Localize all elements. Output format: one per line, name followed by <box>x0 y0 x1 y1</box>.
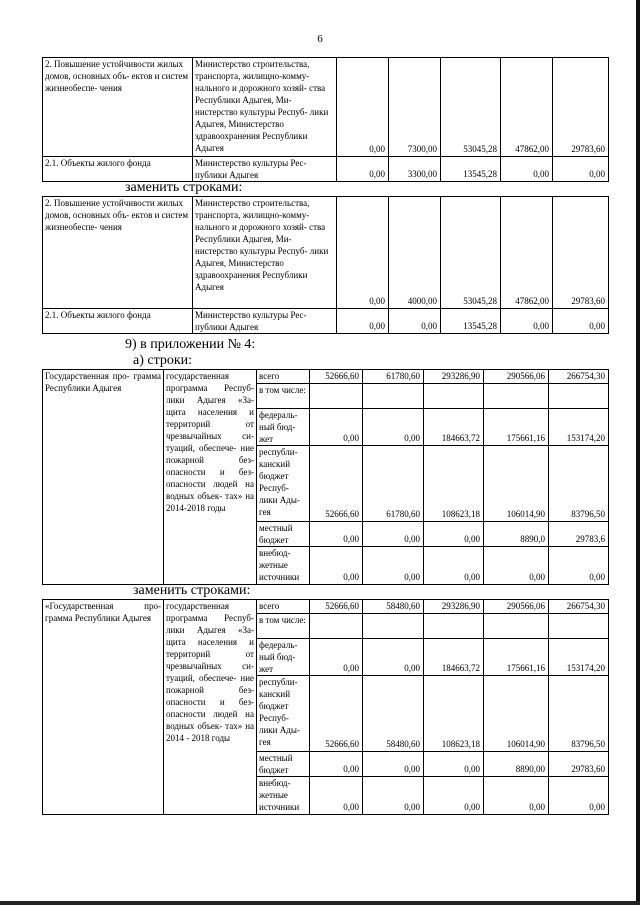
page-edge-right <box>636 0 640 905</box>
replace-heading-1: заменить строками: <box>125 180 243 195</box>
value-cell: 0,00 <box>484 547 549 585</box>
value-cell: 0,00 <box>501 309 553 334</box>
value-cell <box>424 384 484 409</box>
value-cell: 293286,90 <box>424 600 484 614</box>
table-row <box>43 157 609 182</box>
value-cell: 0,00 <box>310 547 363 585</box>
value-cell: 8890,0 <box>484 522 549 547</box>
value-cell: 0,00 <box>363 409 424 446</box>
value-cell: 108623,18 <box>424 676 484 752</box>
value-cell <box>549 384 609 409</box>
value-cell: 4000,00 <box>389 197 441 309</box>
responsible-cell: Министерство строительства, транспорта, жилищно-комму- нального и дорожного хозяй- ства Республики Адыгея, Ми- нистерство культуры Респуб- лики Адыгея, Министерство здравоохранения Республики Адыгея <box>193 58 337 157</box>
value-cell: 184663,72 <box>424 639 484 676</box>
row-name-cell: 2. Повышение устойчивости жилых домов, основных объ- ектов и систем жизнеобеспе- чения <box>43 197 193 309</box>
funding-source-label: всего <box>257 600 310 614</box>
value-cell: 52666,60 <box>310 446 363 522</box>
value-cell: 29783,60 <box>553 197 609 309</box>
value-cell <box>310 614 363 639</box>
program-name-cell: «Государственная про- грамма Республики Адыгея <box>43 600 164 815</box>
value-cell: 0,00 <box>337 309 389 334</box>
value-cell: 0,00 <box>553 309 609 334</box>
responsible-cell: Министерство строительства, транспорта, жилищно-комму- нального и дорожного хозяй- ства Республики Адыгея, Ми- нистерство культуры Респуб- лики Адыгея, Министерство здравоохранения Республики Адыгея <box>193 197 337 309</box>
program-name-cell: Государственная про- грамма Республики Адыгея <box>43 370 164 585</box>
value-cell: 266754,30 <box>549 370 609 384</box>
value-cell: 0,00 <box>501 157 553 182</box>
value-cell: 0,00 <box>310 639 363 676</box>
value-cell: 108623,18 <box>424 446 484 522</box>
value-cell: 52666,60 <box>310 370 363 384</box>
value-cell <box>484 614 549 639</box>
program-description-cell: государственная программа Респуб- лики Адыгея «За- щита населения и территорий от чрезвычайных си- туаций, обеспече- ние пожарной без- опасности и без- опасности людей на водных объек- тах» на 2014 - 2018 годы <box>164 600 257 815</box>
value-cell: 13545,28 <box>441 309 501 334</box>
value-cell: 153174,20 <box>549 639 609 676</box>
value-cell: 0,00 <box>363 752 424 777</box>
appendix-heading: 9) в приложении № 4: <box>125 337 256 352</box>
value-cell: 0,00 <box>310 409 363 446</box>
page-number: 6 <box>317 33 323 45</box>
value-cell: 61780,60 <box>363 370 424 384</box>
value-cell: 8890,00 <box>484 752 549 777</box>
value-cell: 53045,28 <box>441 58 501 157</box>
value-cell: 106014,90 <box>484 676 549 752</box>
value-cell: 0,00 <box>337 197 389 309</box>
value-cell: 29783,6 <box>549 522 609 547</box>
value-cell <box>484 384 549 409</box>
funding-source-label: республи- канский бюджет Респуб- лики Ады- гея <box>257 676 310 752</box>
value-cell: 0,00 <box>363 639 424 676</box>
value-cell: 58480,60 <box>363 600 424 614</box>
value-cell: 290566,06 <box>484 370 549 384</box>
page-edge-bottom <box>0 901 640 905</box>
value-cell: 175661,16 <box>484 409 549 446</box>
value-cell: 0,00 <box>553 157 609 182</box>
responsible-cell: Министерство культуры Рес- публики Адыгея <box>193 157 337 182</box>
value-cell: 53045,28 <box>441 197 501 309</box>
value-cell: 0,00 <box>424 752 484 777</box>
value-cell: 47862,00 <box>501 197 553 309</box>
value-cell: 52666,60 <box>310 600 363 614</box>
rows-heading: а) строки: <box>133 353 193 368</box>
table-program-replacement <box>42 599 609 815</box>
program-description-cell: государственная программа Респуб- лики Адыгея «За- щита населения и территорий от чрезвычайных си- туаций, обеспече- ние пожарной без- опасности и без- опасности людей на водных объек- тах» на 2014-2018 годы <box>164 370 257 585</box>
value-cell: 0,00 <box>549 777 609 815</box>
value-cell: 83796,50 <box>549 446 609 522</box>
value-cell: 0,00 <box>363 522 424 547</box>
value-cell: 83796,50 <box>549 676 609 752</box>
funding-source-label: внебюд- жетные источники <box>257 547 310 585</box>
value-cell: 0,00 <box>310 777 363 815</box>
row-name-cell: 2. Повышение устойчивости жилых домов, основных объ- ектов и систем жизнеобеспе- чения <box>43 58 193 157</box>
value-cell: 293286,90 <box>424 370 484 384</box>
funding-source-label: в том числе: <box>257 614 310 639</box>
value-cell: 58480,60 <box>363 676 424 752</box>
value-cell <box>363 384 424 409</box>
value-cell: 0,00 <box>389 309 441 334</box>
value-cell: 0,00 <box>549 547 609 585</box>
funding-source-label: внебюд- жетные источники <box>257 777 310 815</box>
value-cell: 13545,28 <box>441 157 501 182</box>
value-cell: 153174,20 <box>549 409 609 446</box>
funding-source-label: местный бюджет <box>257 522 310 547</box>
funding-source-label: в том числе: <box>257 384 310 409</box>
value-cell: 290566,06 <box>484 600 549 614</box>
value-cell: 0,00 <box>337 58 389 157</box>
table-row <box>43 309 609 334</box>
value-cell: 266754,30 <box>549 600 609 614</box>
funding-source-label: местный бюджет <box>257 752 310 777</box>
table-program-original <box>42 369 609 585</box>
funding-source-label: всего <box>257 370 310 384</box>
value-cell <box>424 614 484 639</box>
value-cell: 0,00 <box>363 777 424 815</box>
value-cell <box>310 384 363 409</box>
funding-source-label: федераль- ный бюд- жет <box>257 409 310 446</box>
table-row <box>43 370 609 384</box>
value-cell: 3300,00 <box>389 157 441 182</box>
responsible-cell: Министерство культуры Рес- публики Адыгея <box>193 309 337 334</box>
value-cell: 175661,16 <box>484 639 549 676</box>
value-cell: 0,00 <box>424 777 484 815</box>
value-cell <box>549 614 609 639</box>
table-row <box>43 197 609 309</box>
table-row <box>43 58 609 157</box>
table-original-rows-1 <box>42 57 609 182</box>
row-name-cell: 2.1. Объекты жилого фонда <box>43 157 193 182</box>
value-cell: 52666,60 <box>310 676 363 752</box>
value-cell: 184663,72 <box>424 409 484 446</box>
value-cell: 0,00 <box>337 157 389 182</box>
funding-source-label: федераль- ный бюд- жет <box>257 639 310 676</box>
value-cell: 0,00 <box>424 522 484 547</box>
table-row <box>43 600 609 614</box>
value-cell: 0,00 <box>310 752 363 777</box>
table-replacement-rows-1 <box>42 196 609 334</box>
funding-source-label: республи- канский бюджет Респуб- лики Ады- гея <box>257 446 310 522</box>
row-name-cell: 2.1. Объекты жилого фонда <box>43 309 193 334</box>
value-cell: 0,00 <box>363 547 424 585</box>
value-cell <box>363 614 424 639</box>
value-cell: 0,00 <box>310 522 363 547</box>
value-cell: 47862,00 <box>501 58 553 157</box>
value-cell: 106014,90 <box>484 446 549 522</box>
replace-heading-2: заменить строками: <box>133 583 251 598</box>
value-cell: 0,00 <box>424 547 484 585</box>
value-cell: 29783,60 <box>553 58 609 157</box>
value-cell: 7300,00 <box>389 58 441 157</box>
value-cell: 0,00 <box>484 777 549 815</box>
value-cell: 61780,60 <box>363 446 424 522</box>
value-cell: 29783,60 <box>549 752 609 777</box>
